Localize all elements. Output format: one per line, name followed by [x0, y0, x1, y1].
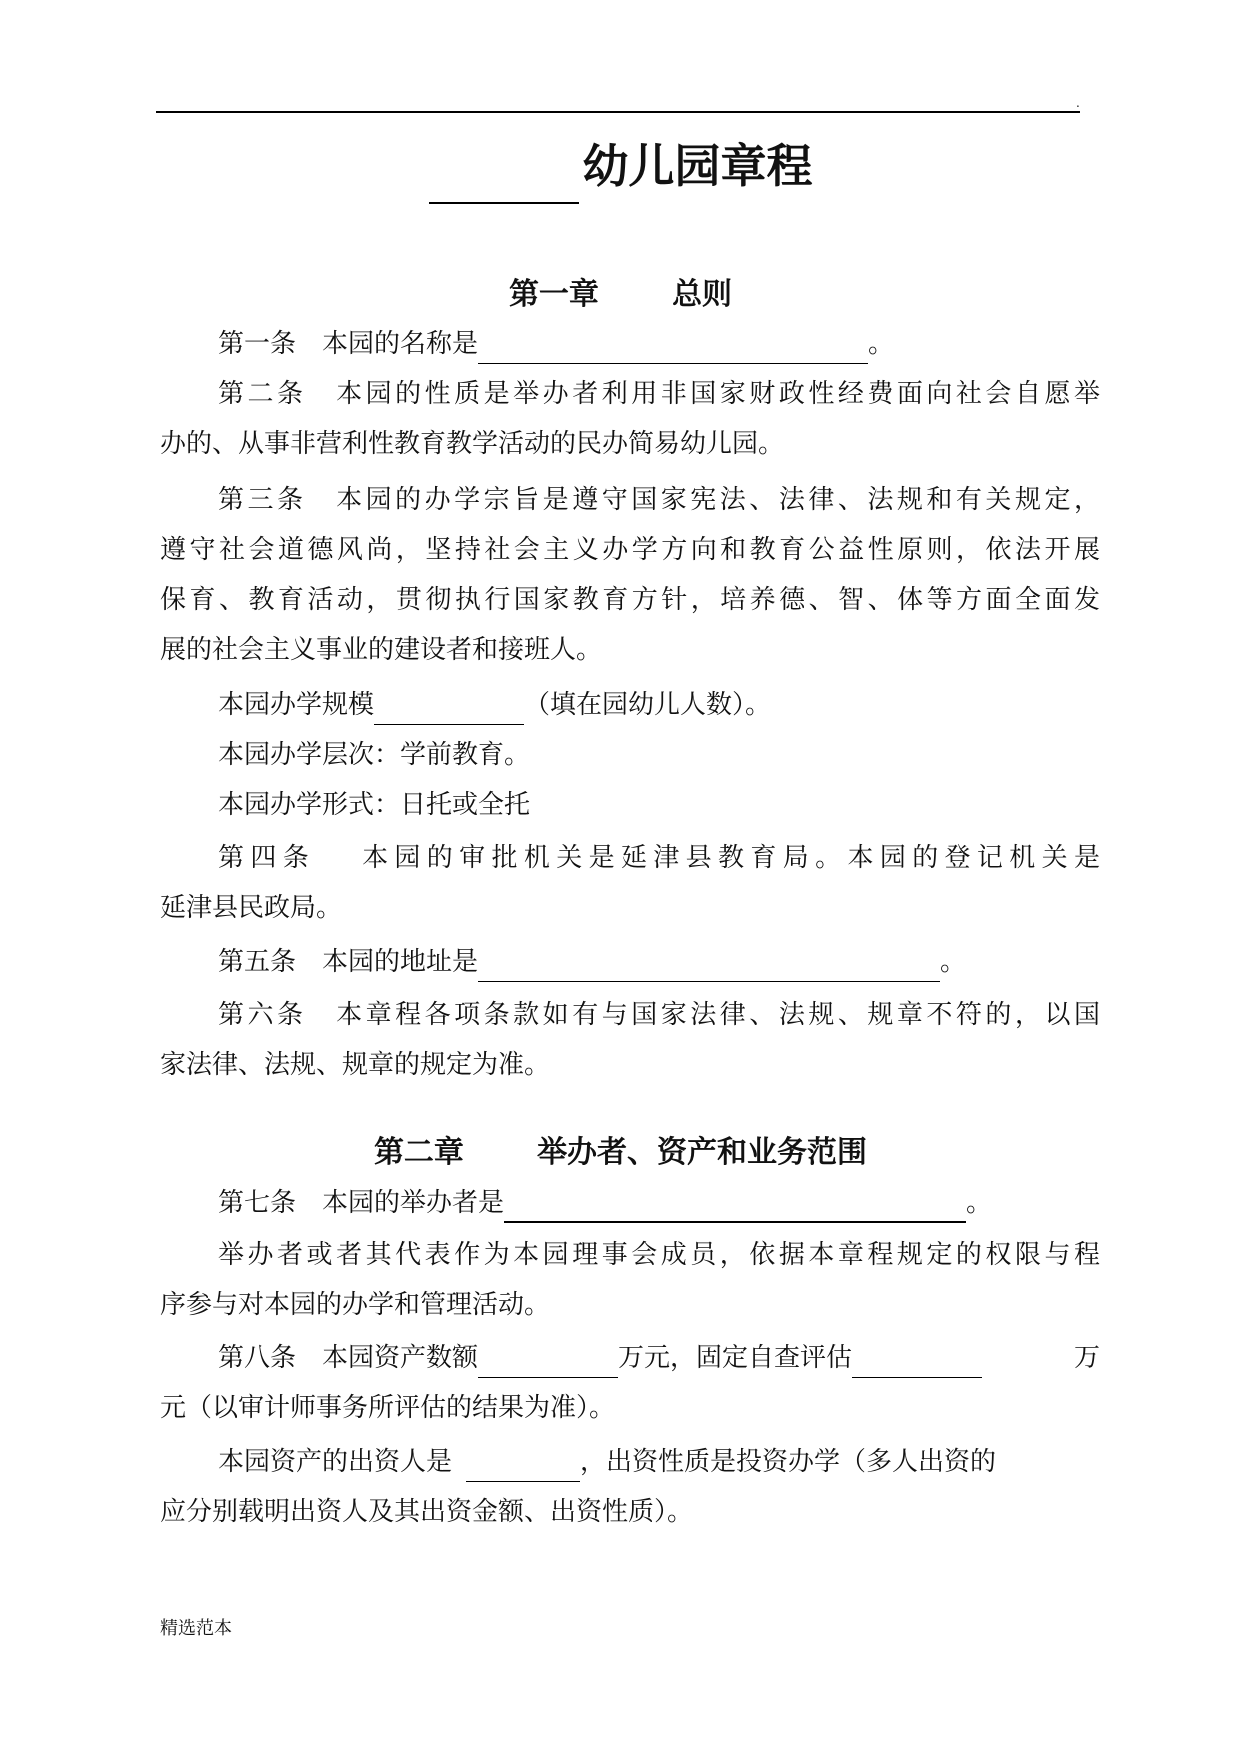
- footer-text: 精选范本: [160, 1618, 232, 1639]
- article-7: [218, 1183, 1100, 1223]
- article-8-no: 第八条: [218, 1343, 297, 1373]
- article-5-text: 本园的地址是: [322, 947, 479, 977]
- article-8-line-2: 元（以审计师事务所评估的结果为准）。: [160, 1393, 616, 1423]
- article-8-unit-1: 万元，固定自查评估: [618, 1343, 853, 1373]
- article-8-unit-2: 万: [1073, 1343, 1100, 1373]
- article-4-line-1: 第四条 本园的审批机关是延津县教育局。本园的登记机关是: [218, 843, 1100, 873]
- address-blank: [478, 951, 940, 982]
- article-5-end: 。: [940, 947, 967, 977]
- article-8-text: 本园资产数额: [322, 1343, 479, 1373]
- article-1-no: 第一条: [218, 329, 297, 359]
- chapter-2-heading: [0, 1133, 1241, 1173]
- sponsor-blank: [504, 1191, 966, 1223]
- school-scale: [218, 685, 1100, 725]
- article-3-line-1: 第三条 本园的办学宗旨是遵守国家宪法、法律、法规和有关规定，: [218, 485, 1100, 515]
- article-7-text: 本园的举办者是: [322, 1188, 505, 1218]
- article-2-line-2: 办的、从事非营利性教育教学活动的民办简易幼儿园。: [160, 429, 785, 459]
- title-blank: [429, 146, 579, 204]
- valuation-blank: [852, 1347, 982, 1378]
- chapter-1-label: 第一章: [508, 277, 599, 312]
- sponsor-line-1: 举办者或者其代表作为本园理事会成员，依据本章程规定的权限与程: [218, 1240, 1100, 1270]
- scale-blank: [374, 694, 524, 725]
- school-form: 本园办学形式：日托或全托: [218, 790, 531, 820]
- school-scale-text: 本园办学规模: [218, 690, 375, 720]
- article-6-line-2: 家法律、法规、规章的规定为准。: [160, 1050, 551, 1080]
- article-7-end: 。: [966, 1188, 993, 1218]
- article-2-line-1: 第二条 本园的性质是举办者利用非国家财政性经费面向社会自愿举: [218, 379, 1100, 409]
- article-6-line-1: 第六条 本章程各项条款如有与国家法律、法规、规章不符的，以国: [218, 1000, 1100, 1030]
- article-4-line-2: 延津县民政局。: [160, 893, 343, 923]
- investor-text: 本园资产的出资人是: [218, 1447, 453, 1477]
- article-5: [218, 942, 1100, 982]
- chapter-1-name: 总则: [672, 277, 733, 312]
- article-3-line-3: 保育、教育活动，贯彻执行国家教育方针，培养德、智、体等方面全面发: [160, 585, 1100, 615]
- header-dot: .: [1076, 96, 1080, 110]
- chapter-1-heading: [0, 275, 1241, 315]
- school-level: 本园办学层次：学前教育。: [218, 740, 531, 770]
- investor-rest: ，出资性质是投资办学（多人出资的: [580, 1447, 997, 1477]
- investor-line-1: [218, 1442, 1100, 1482]
- title-text: 幼儿园章程: [582, 139, 813, 193]
- article-1: [218, 324, 1100, 364]
- sponsor-line-2: 序参与对本园的办学和管理活动。: [160, 1290, 551, 1320]
- document-title: [0, 128, 1241, 204]
- chapter-2-label: 第二章: [373, 1135, 464, 1170]
- chapter-2-name: 举办者、资产和业务范围: [537, 1135, 868, 1170]
- article-3-line-2: 遵守社会道德风尚，坚持社会主义办学方向和教育公益性原则，依法开展: [160, 535, 1100, 565]
- article-3-line-4: 展的社会主义事业的建设者和接班人。: [160, 635, 603, 665]
- article-5-no: 第五条: [218, 947, 297, 977]
- investor-line-2: 应分别载明出资人及其出资金额、出资性质）。: [160, 1497, 694, 1527]
- school-scale-note: （填在园幼儿人数）。: [524, 690, 772, 720]
- header-rule: [156, 111, 1080, 113]
- name-blank: [478, 333, 868, 364]
- article-1-end: 。: [868, 329, 895, 359]
- article-8-line-1: [218, 1338, 1100, 1378]
- article-1-text: 本园的名称是: [322, 329, 479, 359]
- investor-blank: [466, 1451, 580, 1482]
- assets-blank: [478, 1347, 618, 1378]
- article-7-no: 第七条: [218, 1188, 297, 1218]
